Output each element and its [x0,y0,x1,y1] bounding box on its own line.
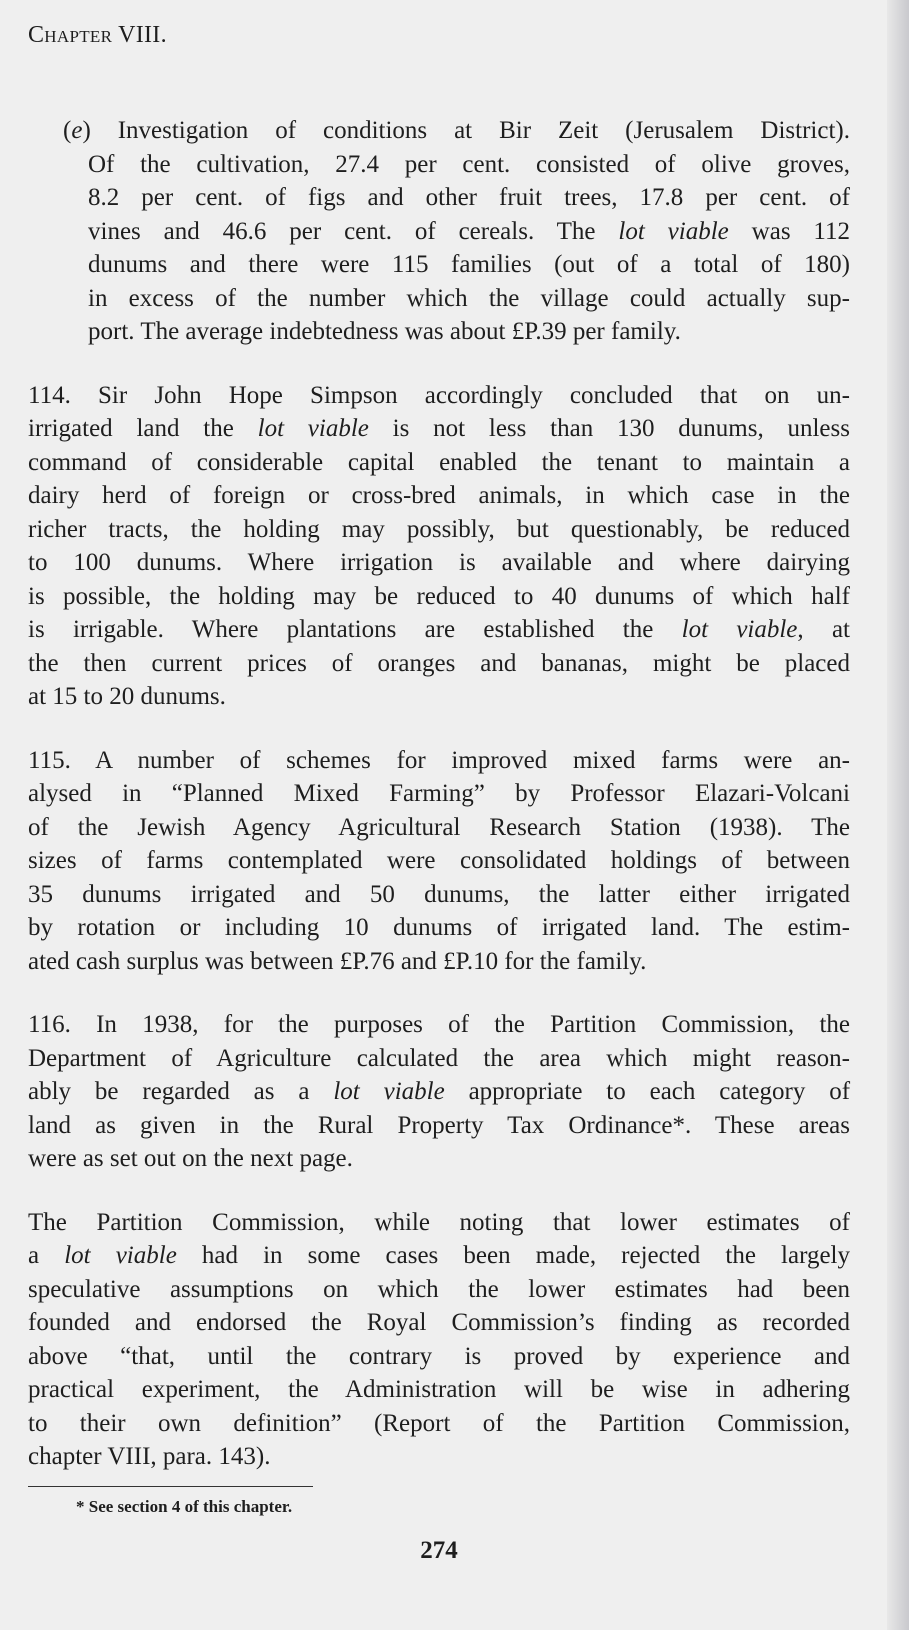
text-line: a lot viable had in some cases been made, rejected the largely [28,1242,850,1269]
text-line: irrigated land the lot viable is not less than 130 dunums, unless [28,415,850,442]
text-line: sizes of farms contemplated were consolidated holdings of between [28,847,850,874]
paragraph-e [63,114,850,349]
text-line: chapter VIII, para. 143). [28,1443,271,1470]
text-line: (e) Investigation of conditions at Bir Zeit (Jerusalem District). [63,117,850,144]
text-line: speculative assumptions on which the lower estimates had been [28,1275,850,1303]
text-line: the then current prices of oranges and bananas, might be placed [28,649,850,677]
text-line: 35 dunums irrigated and 50 dunums, the latter either irrigated [28,880,850,908]
text-line: by rotation or including 10 dunums of irrigated land. The estim- [28,914,850,941]
text-line: in excess of the number which the village could actually sup- [88,284,850,312]
text-line: The Partition Commission, while noting that lower estimates of [28,1208,850,1236]
text-line: alysed in “Planned Mixed Farming” by Professor Elazari-Volcani [28,780,850,807]
text-line: founded and endorsed the Royal Commission’s finding as recorded [28,1309,850,1336]
text-line: richer tracts, the holding may possibly, but questionably, be reduced [28,515,850,543]
paragraph-115 [28,744,850,979]
text-line: dairy herd of foreign or cross-bred animals, in which case in the [28,482,850,509]
text-line: is possible, the holding may be reduced to 40 dunums of which half [28,582,850,610]
text-line: practical experiment, the Administration will be wise in adhering [28,1376,850,1403]
text-line: at 15 to 20 dunums. [28,683,226,710]
text-line: vines and 46.6 per cent. of cereals. The lot viable was 112 [88,217,851,245]
text-line: 116. In 1938, for the purposes of the Partition Commission, the [28,1011,850,1038]
paragraph-116 [28,1008,850,1176]
page-body [28,18,850,1567]
text-line: above “that, until the contrary is proved by experience and [28,1342,850,1370]
paragraph-114 [28,379,850,714]
chapter-header: Chapter VIII. [28,22,167,48]
text-line: 115. A number of schemes for improved mixed farms were an- [28,746,850,774]
text-line: to 100 dunums. Where irrigation is available and where dairying [28,549,850,576]
text-line: of the Jewish Agency Agricultural Research Station (1938). The [28,813,850,841]
text-line: were as set out on the next page. [28,1145,353,1172]
footnote: * See section 4 of this chapter. [76,1496,293,1516]
text-line: land as given in the Rural Property Tax Ordinance*. These areas [28,1111,850,1139]
text-line: dunums and there were 115 families (out of a total of 180) [88,251,850,278]
footnote-rule [28,1486,313,1487]
text-line: port. The average indebtedness was about £P.39 per family. [88,318,681,345]
text-line: ably be regarded as a lot viable appropriate to each category of [28,1078,851,1105]
text-line: is irrigable. Where plantations are established the lot viable, at [28,616,850,643]
page-number: 274 [420,1536,458,1564]
text-line: Of the cultivation, 27.4 per cent. consisted of olive groves, [88,150,850,178]
page-edge [887,0,909,1630]
text-line: ated cash surplus was between £P.76 and £P.10 for the family. [28,947,647,975]
text-line: Department of Agriculture calculated the area which might reason- [28,1044,850,1072]
text-line: 114. Sir John Hope Simpson accordingly concluded that on un- [28,381,850,409]
text-line: to their own definition” (Report of the Partition Commission, [28,1409,850,1437]
paragraph-partition-commission [28,1206,850,1474]
text-line: 8.2 per cent. of figs and other fruit trees, 17.8 per cent. of [88,184,850,211]
text-line: command of considerable capital enabled the tenant to maintain a [28,448,850,476]
